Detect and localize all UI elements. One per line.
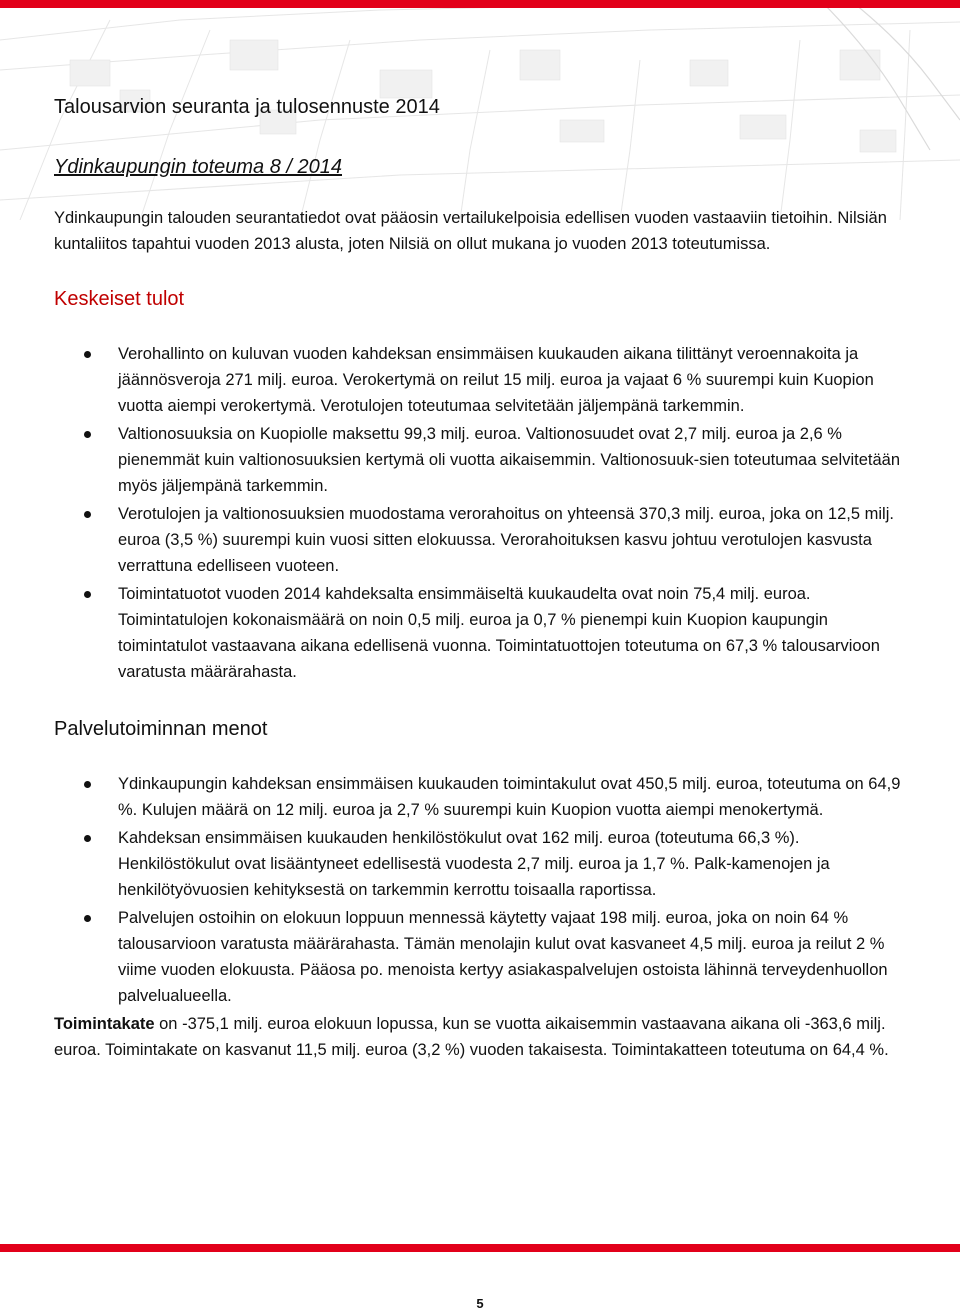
expenses-bullet-list	[54, 771, 904, 1009]
page-number: 5	[476, 1296, 484, 1311]
list-item: Kahdeksan ensimmäisen kuukauden henkilöstökulut ovat 162 milj. euroa (toteutuma 66,3 %). Henkilöstökulut ovat lisääntyneet edellisestä vuodesta 2,7 milj. euroa ja 1,7 %. Palk-kamenojen ja henkilötyövuosien kehityksestä on tarkemmin kerrottu toisaalla raportissa.	[54, 825, 904, 903]
document-title: Talousarvion seuranta ja tulosennuste 2014	[54, 96, 440, 118]
bullet-icon	[84, 591, 91, 598]
document-body	[54, 95, 904, 1063]
list-item: Verohallinto on kuluvan vuoden kahdeksan ensimmäisen kuukauden aikana tilittänyt veroennakoita ja jäännösveroja 271 milj. euroa. Verokertymä on reilut 15 milj. euroa ja vajaat 6 % suurempi kuin Kuopion vuotta aiempi verokertymä. Verotulojen toteutumaa selvitetään jäljempänä tarkemmin.	[54, 341, 904, 419]
summary-label: Toimintakate	[54, 1015, 155, 1033]
bullet-icon	[84, 915, 91, 922]
intro-paragraph: Ydinkaupungin talouden seurantatiedot ovat pääosin vertailukelpoisia edellisen vuoden vastaaviin tietoihin. Nilsiän kuntaliitos tapahtui vuoden 2013 alusta, joten Nilsiä on ollut mukana jo vuoden 2013 toteutumissa.	[54, 209, 887, 253]
list-item: Palvelujen ostoihin on elokuun loppuun mennessä käytetty vajaat 198 milj. euroa, joka on noin 64 % talousarvioon varatusta määrärahasta. Tämän menolajin kulut ovat kasvaneet 4,5 milj. euroa ja reilut 2 % viime vuoden elokuusta. Pääosa po. menoista kertyy asiakaspalvelujen ostoista lähinnä terveydenhuollon palvelualueella.	[54, 905, 904, 1009]
summary-text: on -375,1 milj. euroa elokuun lopussa, kun se vuotta aikaisemmin vastaavana aikana oli -363,6 milj. euroa. Toimintakate on kasvanut 11,5 milj. euroa (3,2 %) vuoden takaisesta. Toimintakatteen toteutuma on 64,4 %.	[54, 1015, 889, 1059]
section-heading-keskeiset-tulot: Keskeiset tulot	[54, 288, 185, 310]
bullet-icon	[84, 431, 91, 438]
list-item: Ydinkaupungin kahdeksan ensimmäisen kuukauden toimintakulut ovat 450,5 milj. euroa, toteutuma on 64,9 %. Kulujen määrä on 12 milj. euroa ja 2,7 % suurempi kuin Kuopion vuotta aiempi menokertymä.	[54, 771, 904, 823]
income-bullet-list	[54, 341, 904, 685]
bullet-icon	[84, 511, 91, 518]
bullet-icon	[84, 835, 91, 842]
bullet-icon	[84, 781, 91, 788]
bullet-icon	[84, 351, 91, 358]
list-item: Verotulojen ja valtionosuuksien muodostama verorahoitus on yhteensä 370,3 milj. euroa, joka on 12,5 milj. euroa (3,5 %) suurempi kuin vuosi sitten elokuussa. Verorahoituksen kasvu johtuu verotulojen kasvusta verrattuna edelliseen vuoteen.	[54, 501, 904, 579]
section-heading-palvelutoiminnan-menot: Palvelutoiminnan menot	[54, 718, 268, 740]
summary-paragraph	[54, 1011, 904, 1063]
top-red-bar	[0, 0, 960, 8]
bottom-red-bar	[0, 1244, 960, 1252]
list-item: Toimintatuotot vuoden 2014 kahdeksalta ensimmäiseltä kuukaudelta ovat noin 75,4 milj. euroa. Toimintatulojen kokonaismäärä on noin 0,5 milj. euroa ja 0,7 % pienempi kuin Kuopion kaupungin toimintatulot vastaavana aikana edellisenä vuonna. Toimintatuottojen toteutuma on 67,3 % talousarvioon varatusta määrärahasta.	[54, 581, 904, 685]
list-item: Valtionosuuksia on Kuopiolle maksettu 99,3 milj. euroa. Valtionosuudet ovat 2,7 milj. euroa ja 2,6 % pienemmät kuin valtionosuuksien kertymä oli vuotta aikaisemmin. Valtionosuuk-sien toteutumaa selvitetään myös jäljempänä tarkemmin.	[54, 421, 904, 499]
document-subtitle: Ydinkaupungin toteuma 8 / 2014	[54, 156, 342, 178]
